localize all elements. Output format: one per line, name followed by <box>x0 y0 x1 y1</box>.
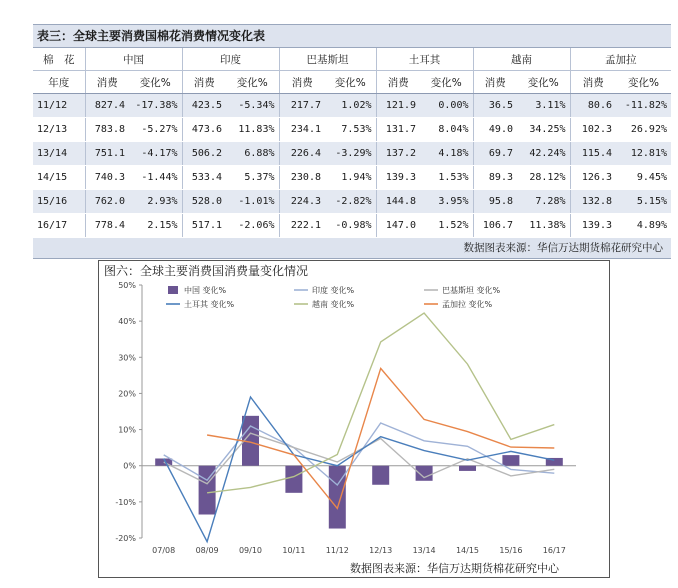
change-cell: 3.95% <box>420 190 473 214</box>
country-header: 越南 <box>473 48 570 71</box>
legend-swatch <box>168 286 178 294</box>
row-year: 12/13 <box>33 118 85 142</box>
bar-china <box>416 466 433 481</box>
consumption-cell: 126.3 <box>570 166 616 190</box>
y-tick-label: 40% <box>118 317 136 327</box>
change-cell: 9.45% <box>616 166 671 190</box>
consumption-cell: 121.9 <box>376 94 420 118</box>
consumption-cell: 89.3 <box>473 166 517 190</box>
x-tick-label: 09/10 <box>238 546 263 555</box>
change-cell: 12.81% <box>616 142 671 166</box>
sub-header: 变化% <box>129 71 182 94</box>
consumption-cell: 95.8 <box>473 190 517 214</box>
consumption-cell: 36.5 <box>473 94 517 118</box>
change-cell: 1.53% <box>420 166 473 190</box>
y-tick-label: -20% <box>115 534 136 543</box>
sub-header: 消费 <box>182 71 226 94</box>
sub-header: 消费 <box>279 71 325 94</box>
legend-label: 中国 变化% <box>184 286 227 295</box>
y-tick-label: 20% <box>118 389 136 399</box>
change-cell: 34.25% <box>517 118 570 142</box>
country-header: 土耳其 <box>376 48 473 71</box>
change-cell: 5.37% <box>226 166 279 190</box>
y-tick-label: -10% <box>115 497 136 507</box>
consumption-cell: 517.1 <box>182 214 226 238</box>
change-cell: 2.15% <box>129 214 182 238</box>
consumption-cell: 139.3 <box>570 214 616 238</box>
row-year: 15/16 <box>33 190 85 214</box>
chart-title: 图六：全球主要消费国消费量变化情况 <box>104 264 309 278</box>
change-cell: -1.44% <box>129 166 182 190</box>
consumption-cell: 473.6 <box>182 118 226 142</box>
legend-label: 越南 变化% <box>312 300 355 309</box>
row-year: 13/14 <box>33 142 85 166</box>
change-cell: 5.15% <box>616 190 671 214</box>
consumption-cell: 106.7 <box>473 214 517 238</box>
consumption-cell: 80.6 <box>570 94 616 118</box>
change-cell: 1.02% <box>325 94 376 118</box>
consumption-cell: 740.3 <box>85 166 129 190</box>
change-cell: 0.00% <box>420 94 473 118</box>
x-tick-label: 07/08 <box>152 546 176 555</box>
sub-header: 变化% <box>517 71 570 94</box>
consumption-cell: 827.4 <box>85 94 129 118</box>
y-tick-label: 30% <box>118 353 136 363</box>
consumption-cell: 147.0 <box>376 214 420 238</box>
x-tick-label: 15/16 <box>499 546 523 555</box>
bar-china <box>285 466 302 493</box>
consumption-cell: 762.0 <box>85 190 129 214</box>
country-header: 孟加拉 <box>570 48 671 71</box>
consumption-cell: 224.3 <box>279 190 325 214</box>
change-cell: 3.11% <box>517 94 570 118</box>
consumption-cell: 144.8 <box>376 190 420 214</box>
change-cell: 7.53% <box>325 118 376 142</box>
consumption-cell: 234.1 <box>279 118 325 142</box>
change-cell: -2.82% <box>325 190 376 214</box>
consumption-cell: 506.2 <box>182 142 226 166</box>
change-cell: -4.17% <box>129 142 182 166</box>
sub-header: 消费 <box>570 71 616 94</box>
consumption-cell: 49.0 <box>473 118 517 142</box>
consumption-cell: 139.3 <box>376 166 420 190</box>
change-cell: 2.93% <box>129 190 182 214</box>
consumption-cell: 778.4 <box>85 214 129 238</box>
year-column-header: 年度 <box>33 71 85 94</box>
consumption-cell: 423.5 <box>182 94 226 118</box>
sub-header: 消费 <box>85 71 129 94</box>
consumption-cell: 131.7 <box>376 118 420 142</box>
change-cell: 28.12% <box>517 166 570 190</box>
country-header: 中国 <box>85 48 182 71</box>
consumption-cell: 528.0 <box>182 190 226 214</box>
chart-source-note: 数据图表来源：华信万达期货棉花研究中心 <box>350 562 559 575</box>
x-tick-label: 16/17 <box>542 546 566 555</box>
change-cell: 4.18% <box>420 142 473 166</box>
consumption-cell: 137.2 <box>376 142 420 166</box>
x-tick-label: 11/12 <box>325 546 349 555</box>
change-cell: 42.24% <box>517 142 570 166</box>
country-header: 巴基斯坦 <box>279 48 376 71</box>
change-cell: 1.94% <box>325 166 376 190</box>
sub-header: 变化% <box>420 71 473 94</box>
legend-label: 孟加拉 变化% <box>442 300 493 309</box>
change-cell: -11.82% <box>616 94 671 118</box>
change-cell: -5.27% <box>129 118 182 142</box>
y-tick-label: 10% <box>118 425 136 435</box>
consumption-cell: 69.7 <box>473 142 517 166</box>
line-pakistan <box>164 433 555 484</box>
country-header: 印度 <box>182 48 279 71</box>
legend-label: 印度 变化% <box>312 286 355 295</box>
change-cell: 6.88% <box>226 142 279 166</box>
change-cell: 11.83% <box>226 118 279 142</box>
bar-china <box>329 466 346 529</box>
row-year: 14/15 <box>33 166 85 190</box>
y-tick-label: 50% <box>118 281 136 290</box>
legend-label: 巴基斯坦 变化% <box>442 286 501 295</box>
legend-label: 土耳其 变化% <box>184 300 235 309</box>
change-cell: 1.52% <box>420 214 473 238</box>
change-cell: 26.92% <box>616 118 671 142</box>
change-cell: -3.29% <box>325 142 376 166</box>
change-cell: 4.89% <box>616 214 671 238</box>
y-tick-label: 0% <box>123 461 136 471</box>
change-cell: -1.01% <box>226 190 279 214</box>
consumption-cell: 222.1 <box>279 214 325 238</box>
consumption-cell: 132.8 <box>570 190 616 214</box>
bar-china <box>459 466 476 471</box>
change-cell: -2.06% <box>226 214 279 238</box>
x-tick-label: 12/13 <box>369 546 393 555</box>
change-cell: -17.38% <box>129 94 182 118</box>
consumption-cell: 226.4 <box>279 142 325 166</box>
consumption-cell: 102.3 <box>570 118 616 142</box>
bar-china <box>502 455 519 466</box>
x-tick-label: 14/15 <box>455 546 480 555</box>
sub-header: 变化% <box>325 71 376 94</box>
x-tick-label: 10/11 <box>282 546 306 555</box>
x-tick-label: 13/14 <box>412 546 436 555</box>
change-cell: -0.98% <box>325 214 376 238</box>
row-year: 11/12 <box>33 94 85 118</box>
consumption-cell: 751.1 <box>85 142 129 166</box>
consumption-cell: 217.7 <box>279 94 325 118</box>
sub-header: 变化% <box>616 71 671 94</box>
corner-label: 棉 花 <box>33 48 85 71</box>
table-title: 表三：全球主要消费国棉花消费情况变化表 <box>33 24 671 48</box>
change-cell: 11.38% <box>517 214 570 238</box>
x-tick-label: 08/09 <box>195 546 219 555</box>
consumption-cell: 783.8 <box>85 118 129 142</box>
change-cell: 7.28% <box>517 190 570 214</box>
consumption-cell: 533.4 <box>182 166 226 190</box>
consumption-cell: 115.4 <box>570 142 616 166</box>
change-cell: 8.04% <box>420 118 473 142</box>
sub-header: 变化% <box>226 71 279 94</box>
table-source-note: 数据图表来源：华信万达期货棉花研究中心 <box>33 238 671 259</box>
change-cell: -5.34% <box>226 94 279 118</box>
sub-header: 消费 <box>473 71 517 94</box>
row-year: 16/17 <box>33 214 85 238</box>
bar-china <box>372 466 389 485</box>
sub-header: 消费 <box>376 71 420 94</box>
consumption-cell: 230.8 <box>279 166 325 190</box>
